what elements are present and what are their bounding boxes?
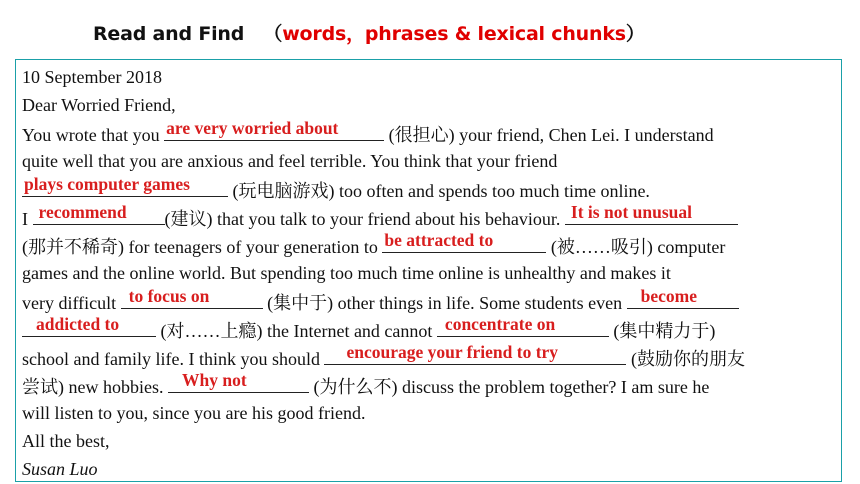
blank-3[interactable] bbox=[33, 202, 165, 225]
text-segment: (集中于) other things in life. Some students even bbox=[262, 293, 627, 313]
letter-line-7 bbox=[22, 230, 726, 258]
blank-10[interactable] bbox=[324, 342, 626, 365]
answer-6: to focus on bbox=[128, 286, 210, 306]
answer-7: become bbox=[640, 286, 697, 306]
blank-5[interactable] bbox=[382, 230, 546, 253]
answer-2: plays computer games bbox=[24, 174, 190, 194]
text-segment: very difficult bbox=[22, 293, 121, 313]
text-segment: I bbox=[22, 209, 33, 229]
letter-line-5 bbox=[22, 174, 650, 202]
letter-closing: All the best, bbox=[22, 431, 110, 451]
blank-2[interactable] bbox=[22, 174, 228, 197]
answer-4: It is not unusual bbox=[570, 202, 693, 222]
text-segment: (建议) that you talk to your friend about his behaviour. bbox=[164, 209, 565, 229]
answer-8: addicted to bbox=[36, 314, 120, 334]
text-segment: (对……上瘾) the Internet and cannot bbox=[156, 321, 437, 341]
letter-line-10 bbox=[22, 314, 716, 342]
text-segment: (玩电脑游戏) too often and spends too much time online. bbox=[228, 181, 650, 201]
answer-1: are very worried about bbox=[166, 118, 339, 138]
text-segment: (鼓励你的朋友 bbox=[626, 349, 745, 369]
slide-heading bbox=[93, 19, 645, 46]
blank-6[interactable] bbox=[121, 286, 263, 309]
blank-1[interactable] bbox=[164, 118, 384, 141]
text-segment: (为什么不) discuss the problem together? I am sure he bbox=[308, 377, 710, 397]
letter-line-3 bbox=[22, 118, 714, 146]
blank-8[interactable] bbox=[22, 314, 156, 337]
text-segment: (那并不稀奇) for teenagers of your generation to bbox=[22, 237, 383, 257]
answer-11: Why not bbox=[181, 370, 247, 390]
blank-11[interactable] bbox=[168, 370, 309, 393]
text-segment: (很担心) your friend, Chen Lei. I understand bbox=[384, 125, 714, 145]
answer-5: be attracted to bbox=[384, 230, 494, 250]
letter-date: 10 September 2018 bbox=[22, 67, 162, 87]
heading-open-paren: （ bbox=[263, 23, 283, 45]
heading-title: Read and Find bbox=[93, 23, 257, 45]
answer-10: encourage your friend to try bbox=[346, 342, 559, 362]
text-segment: 尝试) new hobbies. bbox=[22, 377, 168, 397]
blank-9[interactable] bbox=[437, 314, 609, 337]
text-segment: (被……吸引) computer bbox=[546, 237, 726, 257]
letter-line-11 bbox=[22, 342, 745, 370]
heading-highlight: words，phrases & lexical chunks bbox=[282, 23, 626, 45]
letter-signature: Susan Luo bbox=[22, 459, 98, 479]
letter-greeting: Dear Worried Friend, bbox=[22, 95, 176, 115]
answer-9: concentrate on bbox=[444, 314, 556, 334]
heading-close-paren: ） bbox=[625, 23, 645, 45]
text-segment: school and family life. I think you should bbox=[22, 349, 325, 369]
blank-4[interactable] bbox=[565, 202, 738, 225]
letter-line-9 bbox=[22, 286, 739, 314]
text-segment: (集中精力于) bbox=[608, 321, 716, 341]
letter-line-4: quite well that you are anxious and feel terrible. You think that your friend bbox=[22, 151, 558, 171]
letter-line-6 bbox=[22, 202, 738, 230]
letter-line-8: games and the online world. But spending too much time online is unhealthy and makes it bbox=[22, 263, 671, 283]
text-segment: You wrote that you bbox=[22, 125, 165, 145]
answer-3: recommend bbox=[38, 202, 127, 222]
blank-7[interactable] bbox=[627, 286, 739, 309]
letter-line-13: will listen to you, since you are his good friend. bbox=[22, 403, 366, 423]
letter-line-12 bbox=[22, 370, 710, 398]
